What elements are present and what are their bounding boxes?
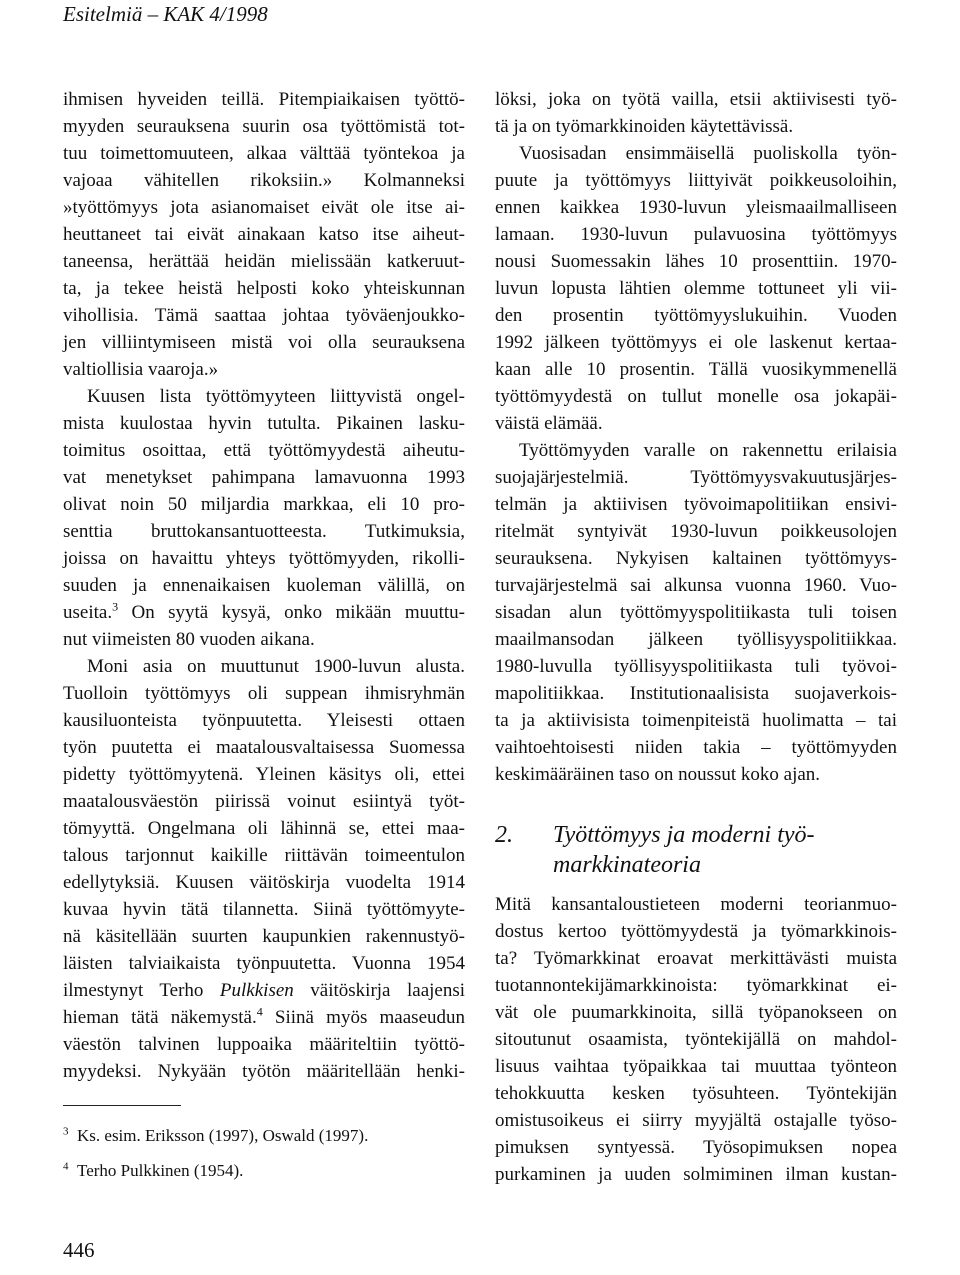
text-line: 1992 jälkeen työttömyys ei ole laskenut kertaa-: [495, 332, 897, 353]
section-title: [553, 820, 815, 880]
section-title-line: Työttömyys ja moderni työ-: [553, 822, 815, 848]
text-line: maatalousväestön piirissä voinut esiintyä työt-: [63, 791, 465, 812]
text-line: ritelmät syntyivät 1930-luvun poikkeusolojen: [495, 521, 897, 542]
text-line: seurauksena. Nykyisen kaltainen työttömyys-: [495, 548, 897, 569]
text-line: vihollisia. Tämä saattaa johtaa työväenjoukko-: [63, 305, 465, 326]
text-line: pimuksen syntyessä. Työsopimuksen nopea: [495, 1137, 897, 1158]
footnote: [63, 1160, 243, 1182]
footnote-ref: 4: [256, 1004, 263, 1019]
text-line: vajoaa vähitellen rikoksiin.» Kolmanneksi: [63, 170, 465, 191]
text-line: Mitä kansantaloustieteen moderni teorianmuo-: [495, 894, 897, 915]
footnote-mark: 3: [63, 1125, 69, 1138]
text-line: maailmansodan jälkeen työllisyyspolitiikkaa.: [495, 629, 897, 650]
text-line: työttömyydestä on tullut monelle osa jokapäi-: [495, 386, 897, 407]
text-line: sisadan alun työttömyyspolitiikasta tuli toisen: [495, 602, 897, 623]
right-column: [495, 86, 897, 788]
text-line: läisten talviaikaista työnpuutetta. Vuonna 1954: [63, 953, 465, 974]
text-line: ennen kaikkea 1930-luvun yleismaailmalliseen: [495, 197, 897, 218]
text-line: sitoutunut osaamista, työntekijällä on mahdol-: [495, 1029, 897, 1050]
text-line: suojajärjestelmiä. Työttömyysvakuutusjärjes-: [495, 467, 897, 488]
text-line: ta, ja tekee heistä helposti koko yhteiskunnan: [63, 278, 465, 299]
text-line: mista kuulostaa hyvin tutulta. Pikainen lasku-: [63, 413, 465, 434]
text-line: nut viimeisten 80 vuoden aikana.: [63, 629, 315, 650]
text-line: suuden ja ennenaikaisen kuoleman välillä, on: [63, 575, 465, 596]
text-line: Vuosisadan ensimmäisellä puoliskolla työn-: [519, 143, 897, 164]
footnote-divider: [63, 1105, 181, 1106]
text-line: taneensa, herättää heidän mielissään katkeruut-: [63, 251, 465, 272]
text-line: myyden seurauksena suurin osa työttömistä tot-: [63, 116, 465, 137]
text-line: den prosentin työttömyyslukuihin. Vuoden: [495, 305, 897, 326]
text-line: vät ole puumarkkinoita, sillä työpanokseen on: [495, 1002, 897, 1023]
text-fragment: ilmestynyt Terho: [63, 980, 204, 1001]
text-line: Tuolloin työttömyys oli suppean ihmisryhmän: [63, 683, 465, 704]
text-line: myydeksi. Nykyään työtön määritellään henki-: [63, 1061, 465, 1082]
text-line: tuotannontekijämarkkinoista: työmarkkinat ei-: [495, 975, 897, 996]
text-fragment: useita.: [63, 602, 113, 623]
section-title-line: markkinateoria: [553, 852, 701, 878]
text-line: löksi, joka on työtä vailla, etsii aktiivisesti työ-: [495, 89, 897, 110]
text-line: luvun lopusta lähtien olemme tottuneet yli vii-: [495, 278, 897, 299]
text-line: toimitus osoittaa, että työttömyydestä aiheutu-: [63, 440, 465, 461]
text-line: jen villiintymiseen mistä voi olla seurauksena: [63, 332, 465, 353]
text-line: Moni asia on muuttunut 1900-luvun alusta.: [87, 656, 465, 677]
text-line: olivat noin 50 miljardia markkaa, eli 10 pro-: [63, 494, 465, 515]
text-line: mapolitiikkaa. Institutionaalisista suojaverkois-: [495, 683, 897, 704]
text-line: tuu toimettomuuteen, alkaa välttää työntekoa ja: [63, 143, 465, 164]
text-line: [63, 599, 465, 626]
text-line: »työttömyys jota asianomaiset eivät ole itse ai-: [63, 197, 465, 218]
text-fragment: väitöskirja laajensi: [293, 980, 466, 1001]
text-line: talous tarjonnut kaikille riittävän toimeentulon: [63, 845, 465, 866]
text-line: tehokkuutta kesken työsuhteen. Työntekijän: [495, 1083, 897, 1104]
text-line: pidetty työttömyytenä. Yleinen käsitys oli, ettei: [63, 764, 465, 785]
footnote-text: Terho Pulkkinen (1954).: [77, 1161, 244, 1180]
text-line: työn puutetta ei maatalousvaltaisessa Suomessa: [63, 737, 465, 758]
text-line: Kuusen lista työttömyyteen liittyvistä ongel-: [87, 386, 465, 407]
text-line: tömyyttä. Ongelmana oli lähinnä se, ettei maa-: [63, 818, 465, 839]
running-head: Esitelmiä – KAK 4/1998: [63, 2, 268, 26]
text-line: purkaminen ja uuden solmiminen ilman kustan-: [495, 1164, 897, 1185]
text-line: heuttaneet tai eivät ainakaan katso itse aiheut-: [63, 224, 465, 245]
text-line: ta ja aktiivisista toimenpiteistä huolimatta – tai: [495, 710, 897, 731]
text-line: väestön talvinen luppoaika määriteltiin työttö-: [63, 1034, 465, 1055]
text-fragment: Siinä myös maaseudun: [262, 1007, 465, 1028]
page-number: 446: [63, 1238, 95, 1262]
footnote-mark: 4: [63, 1160, 69, 1173]
text-line: Työttömyyden varalle on rakennettu erilaisia: [519, 440, 897, 461]
text-line: joissa on havaittu yhteys työttömyyden, rikolli-: [63, 548, 465, 569]
text-line: 1980-luvulla työllisyyspolitiikasta tuli työvoi-: [495, 656, 897, 677]
text-line: edellytyksiä. Kuusen väitöskirja vuodelta 1914: [63, 872, 465, 893]
text-line: [63, 977, 465, 1004]
text-line: ihmisen hyveiden teillä. Pitempiaikaisen työttö-: [63, 89, 465, 110]
text-line: väistä elämää.: [495, 413, 603, 434]
text-line: keskimääräinen taso on noussut koko ajan.: [495, 764, 821, 785]
text-line: valtiollisia vaaroja.»: [63, 359, 219, 380]
text-line: dostus kertoo työttömyydestä ja työmarkkinois-: [495, 921, 897, 942]
text-line: nä käsitellään suurten kaupunkien rakennustyö-: [63, 926, 465, 947]
text-line: [63, 1004, 465, 1031]
text-line: kuvaa hyvin tätä tilannetta. Siinä työttömyyte-: [63, 899, 465, 920]
italic-name: Pulkkisen: [219, 980, 294, 1001]
text-line: ta? Työmarkkinat eroavat merkittävästi muista: [495, 948, 897, 969]
text-line: nousi Suomessakin lähes 10 prosenttiin. 1970-: [495, 251, 897, 272]
text-line: kaan alle 10 prosentin. Tällä vuosikymmenellä: [495, 359, 897, 380]
text-line: tä ja on työmarkkinoiden käytettävissä.: [495, 116, 794, 137]
text-line: kausiluonteista työnpuutetta. Yleisesti ottaen: [63, 710, 465, 731]
text-line: puute ja työttömyys liittyivät poikkeusoloihin,: [495, 170, 897, 191]
text-line: omistusoikeus ei siirry myyjältä ostajalle työso-: [495, 1110, 897, 1131]
text-fragment: hieman tätä näkemystä.: [63, 1007, 257, 1028]
text-line: turvajärjestelmä sai alkunsa vuonna 1960. Vuo-: [495, 575, 897, 596]
text-fragment: On syytä kysyä, onko mikään muuttu-: [118, 602, 465, 623]
text-line: lisuus vaihtaa työpaikkaa tai muuttaa työnteon: [495, 1056, 897, 1077]
right-column-section-body: [495, 891, 897, 1188]
text-line: vat menetykset pahimpana lamavuonna 1993: [63, 467, 465, 488]
text-line: lamaan. 1930-luvun pulavuosina työttömyys: [495, 224, 897, 245]
text-line: senttia bruttokansantuotteesta. Tutkimuksia,: [63, 521, 465, 542]
text-line: vaihtoehtoisesti niiden takia – työttömyyden: [495, 737, 897, 758]
left-column: [63, 86, 465, 1085]
section-number: 2.: [495, 822, 513, 848]
text-line: telmän ja aktiivisen työvoimapolitiikan ensivi-: [495, 494, 897, 515]
footnote: [63, 1125, 368, 1147]
footnote-text: Ks. esim. Eriksson (1997), Oswald (1997).: [77, 1126, 369, 1145]
footnote-ref: 3: [112, 599, 119, 614]
